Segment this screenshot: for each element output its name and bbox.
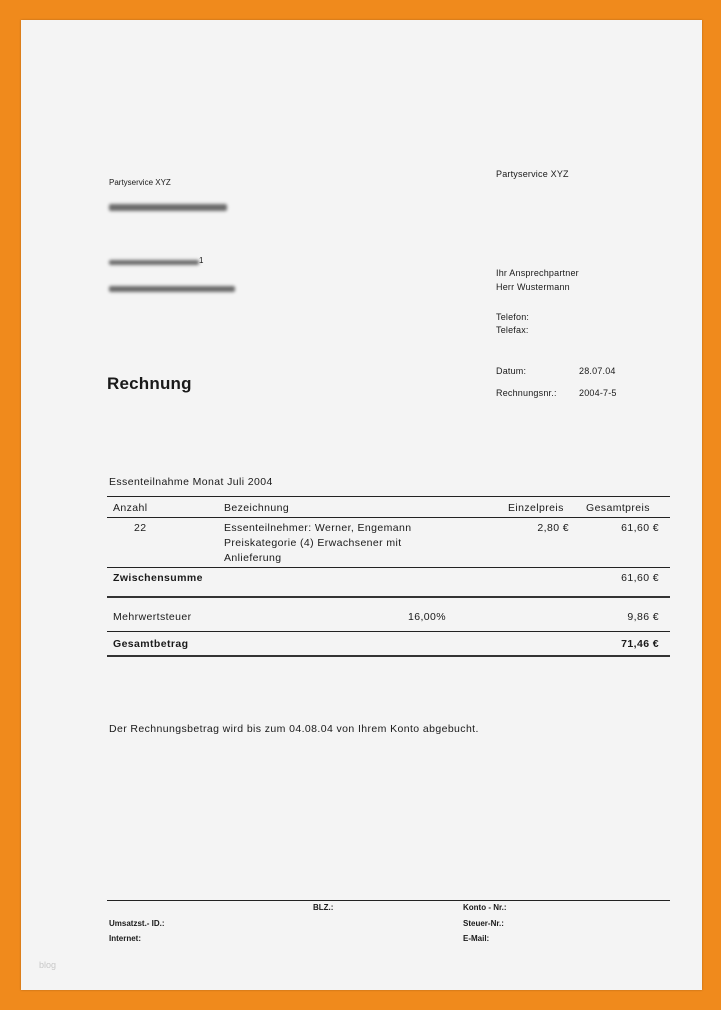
invoice-page: [21, 20, 702, 990]
vat-rate: 16,00%: [408, 611, 447, 623]
footer-email: E-Mail:: [463, 934, 490, 943]
redacted-street: [109, 260, 199, 265]
header-unit-price: Einzelpreis: [508, 502, 564, 514]
row-quantity: 22: [134, 522, 147, 534]
invoice-number-value: 2004-7-5: [579, 388, 617, 398]
grand-total-value: 71,46 €: [621, 638, 659, 650]
contact-label: Ihr Ansprechpartner: [496, 268, 579, 278]
subtotal-value: 61,60 €: [621, 572, 659, 584]
row-description-line-2: Preiskategorie (4) Erwachsener mit: [224, 537, 402, 549]
row-description-line-3: Anlieferung: [224, 552, 282, 564]
subtotal-label: Zwischensumme: [113, 572, 203, 584]
contact-name: Herr Wustermann: [496, 282, 570, 292]
watermark: blog: [39, 960, 57, 970]
footer-konto: Konto - Nr.:: [463, 903, 507, 912]
page-title: Rechnung: [107, 374, 192, 393]
grand-total-rule: [107, 655, 670, 657]
header-description: Bezeichnung: [224, 502, 290, 514]
date-value: 28.07.04: [579, 366, 616, 376]
footer-internet: Internet:: [109, 934, 141, 943]
grand-total-label: Gesamtbetrag: [113, 638, 189, 650]
row-description-line-1: Essenteilnehmer: Werner, Engemann: [224, 522, 412, 534]
table-top-rule: [107, 496, 670, 497]
header-rule: [107, 517, 670, 518]
footer-ust: Umsatzst.- ID.:: [109, 919, 165, 928]
header-quantity: Anzahl: [113, 502, 148, 514]
redacted-name: [109, 204, 227, 211]
vat-value: 9,86 €: [627, 611, 659, 623]
footer-steuer: Steuer-Nr.:: [463, 919, 504, 928]
invoice-number-label: Rechnungsnr.:: [496, 388, 557, 398]
vat-rule: [107, 631, 670, 632]
footer-blz: BLZ.:: [313, 903, 334, 912]
sender-line: Partyservice XYZ: [109, 178, 171, 187]
row-unit-price: 2,80 €: [537, 522, 569, 534]
vat-label: Mehrwertsteuer: [113, 611, 192, 623]
payment-note: Der Rechnungsbetrag wird bis zum 04.08.04 von Ihrem Konto abgebucht.: [109, 723, 479, 735]
fax-label: Telefax:: [496, 325, 529, 335]
row-total: 61,60 €: [621, 522, 659, 534]
phone-label: Telefon:: [496, 312, 530, 322]
redacted-city: [109, 286, 235, 292]
footer-rule: [107, 900, 670, 901]
invoice-subject: Essenteilnahme Monat Juli 2004: [109, 476, 273, 488]
street-number: 1: [199, 256, 204, 265]
row-rule: [107, 567, 670, 568]
date-label: Datum:: [496, 366, 527, 376]
header-total: Gesamtpreis: [586, 502, 650, 514]
company-name: Partyservice XYZ: [496, 169, 569, 179]
subtotal-rule: [107, 596, 670, 598]
